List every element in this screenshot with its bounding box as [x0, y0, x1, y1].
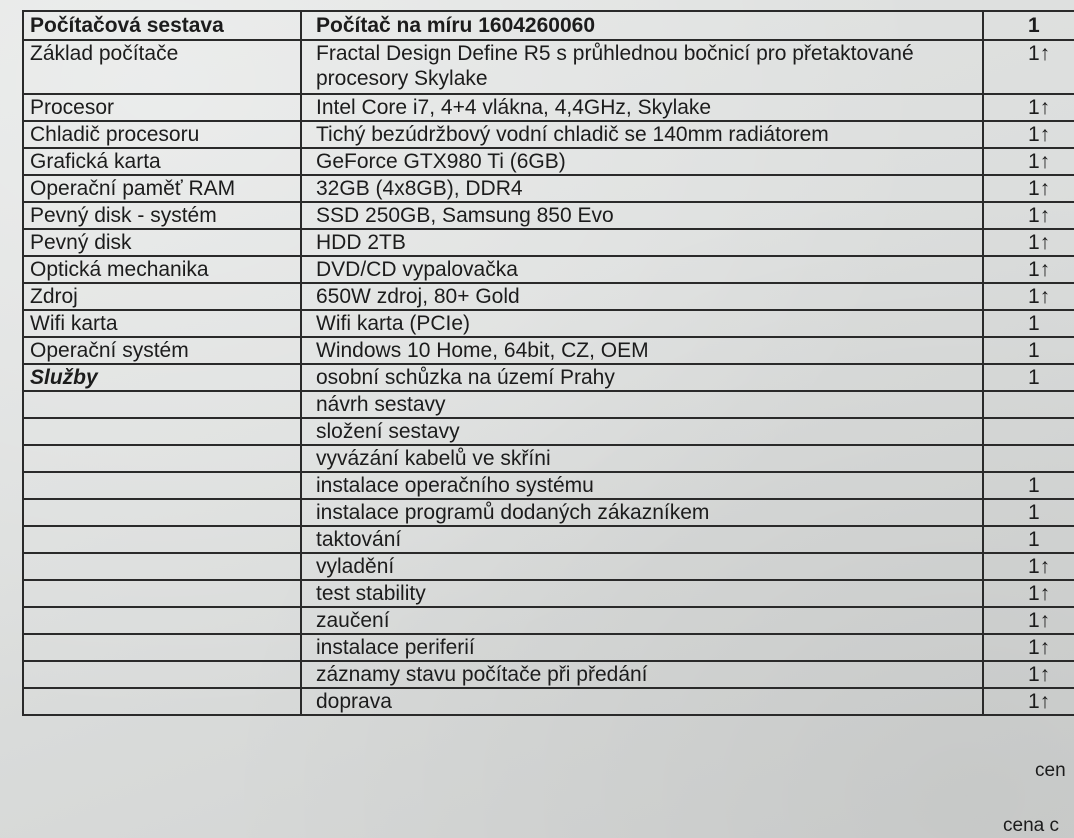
service-value: instalace programů dodaných zákazníkem — [301, 499, 983, 526]
table-header-row — [23, 11, 1074, 40]
service-value: doprava — [301, 688, 983, 715]
service-qty: 1 — [983, 526, 1074, 553]
row-label: Wifi karta — [23, 310, 301, 337]
empty-cell — [23, 445, 301, 472]
row-qty: 1↑ — [983, 256, 1074, 283]
service-qty — [983, 418, 1074, 445]
row-value: Tichý bezúdržbový vodní chladič se 140mm radiátorem — [301, 121, 983, 148]
services-row — [23, 688, 1074, 715]
service-value: osobní schůzka na území Prahy — [301, 364, 983, 391]
empty-cell — [23, 580, 301, 607]
empty-cell — [23, 418, 301, 445]
empty-cell — [23, 472, 301, 499]
service-qty: 1 — [983, 499, 1074, 526]
service-qty — [983, 391, 1074, 418]
service-value: vyladění — [301, 553, 983, 580]
row-qty: 1 — [983, 337, 1074, 364]
services-row — [23, 607, 1074, 634]
row-qty: 1↑ — [983, 148, 1074, 175]
service-value: instalace operačního systému — [301, 472, 983, 499]
service-qty: 1↑ — [983, 661, 1074, 688]
row-label: Pevný disk — [23, 229, 301, 256]
configuration-table — [22, 10, 1074, 716]
table-row — [23, 310, 1074, 337]
services-row — [23, 553, 1074, 580]
row-value: 32GB (4x8GB), DDR4 — [301, 175, 983, 202]
services-row — [23, 418, 1074, 445]
table-row — [23, 337, 1074, 364]
services-row — [23, 364, 1074, 391]
empty-cell — [23, 688, 301, 715]
price-label-partial: cen — [1035, 760, 1066, 781]
row-label: Zdroj — [23, 283, 301, 310]
empty-cell — [23, 499, 301, 526]
row-value: 650W zdroj, 80+ Gold — [301, 283, 983, 310]
service-qty: 1↑ — [983, 634, 1074, 661]
row-value: Wifi karta (PCIe) — [301, 310, 983, 337]
row-label: Operační paměť RAM — [23, 175, 301, 202]
table-row — [23, 121, 1074, 148]
row-qty: 1 — [983, 310, 1074, 337]
row-label: Optická mechanika — [23, 256, 301, 283]
services-row — [23, 499, 1074, 526]
services-row — [23, 526, 1074, 553]
row-qty: 1↑ — [983, 40, 1074, 94]
header-label: Počítačová sestava — [23, 11, 301, 40]
service-value: složení sestavy — [301, 418, 983, 445]
row-label: Základ počítače — [23, 40, 301, 94]
service-value: vyvázání kabelů ve skříni — [301, 445, 983, 472]
table-row — [23, 283, 1074, 310]
empty-cell — [23, 661, 301, 688]
empty-cell — [23, 526, 301, 553]
table-row — [23, 175, 1074, 202]
row-label: Operační systém — [23, 337, 301, 364]
header-qty: 1 — [983, 11, 1074, 40]
row-label: Grafická karta — [23, 148, 301, 175]
service-qty — [983, 445, 1074, 472]
row-label: Chladič procesoru — [23, 121, 301, 148]
service-value: instalace periferií — [301, 634, 983, 661]
row-qty: 1↑ — [983, 94, 1074, 121]
row-label: Procesor — [23, 94, 301, 121]
service-qty: 1↑ — [983, 580, 1074, 607]
total-price-label-partial: cena c — [1003, 815, 1059, 836]
row-value: HDD 2TB — [301, 229, 983, 256]
services-row — [23, 391, 1074, 418]
service-value: zaučení — [301, 607, 983, 634]
empty-cell — [23, 553, 301, 580]
services-row — [23, 634, 1074, 661]
table-row — [23, 229, 1074, 256]
service-qty: 1 — [983, 364, 1074, 391]
service-value: taktování — [301, 526, 983, 553]
empty-cell — [23, 634, 301, 661]
table-row — [23, 256, 1074, 283]
table-row — [23, 202, 1074, 229]
services-row — [23, 580, 1074, 607]
row-label: Pevný disk - systém — [23, 202, 301, 229]
table-row — [23, 40, 1074, 94]
service-qty: 1↑ — [983, 607, 1074, 634]
services-row — [23, 472, 1074, 499]
row-qty: 1↑ — [983, 202, 1074, 229]
service-qty: 1 — [983, 472, 1074, 499]
row-value: GeForce GTX980 Ti (6GB) — [301, 148, 983, 175]
service-value: návrh sestavy — [301, 391, 983, 418]
row-qty: 1↑ — [983, 175, 1074, 202]
row-qty: 1↑ — [983, 229, 1074, 256]
service-value: test stability — [301, 580, 983, 607]
services-row — [23, 445, 1074, 472]
row-qty: 1↑ — [983, 283, 1074, 310]
row-value: Intel Core i7, 4+4 vlákna, 4,4GHz, Skylake — [301, 94, 983, 121]
service-qty: 1↑ — [983, 688, 1074, 715]
header-value: Počítač na míru 1604260060 — [301, 11, 983, 40]
services-row — [23, 661, 1074, 688]
row-qty: 1↑ — [983, 121, 1074, 148]
row-value: SSD 250GB, Samsung 850 Evo — [301, 202, 983, 229]
table-row — [23, 94, 1074, 121]
row-value: Fractal Design Define R5 s průhlednou bočnicí pro přetaktované procesory Skylake — [301, 40, 983, 94]
table-row — [23, 148, 1074, 175]
empty-cell — [23, 391, 301, 418]
service-qty: 1↑ — [983, 553, 1074, 580]
services-label: Služby — [23, 364, 301, 391]
empty-cell — [23, 607, 301, 634]
row-value: DVD/CD vypalovačka — [301, 256, 983, 283]
service-value: záznamy stavu počítače při předání — [301, 661, 983, 688]
row-value: Windows 10 Home, 64bit, CZ, OEM — [301, 337, 983, 364]
